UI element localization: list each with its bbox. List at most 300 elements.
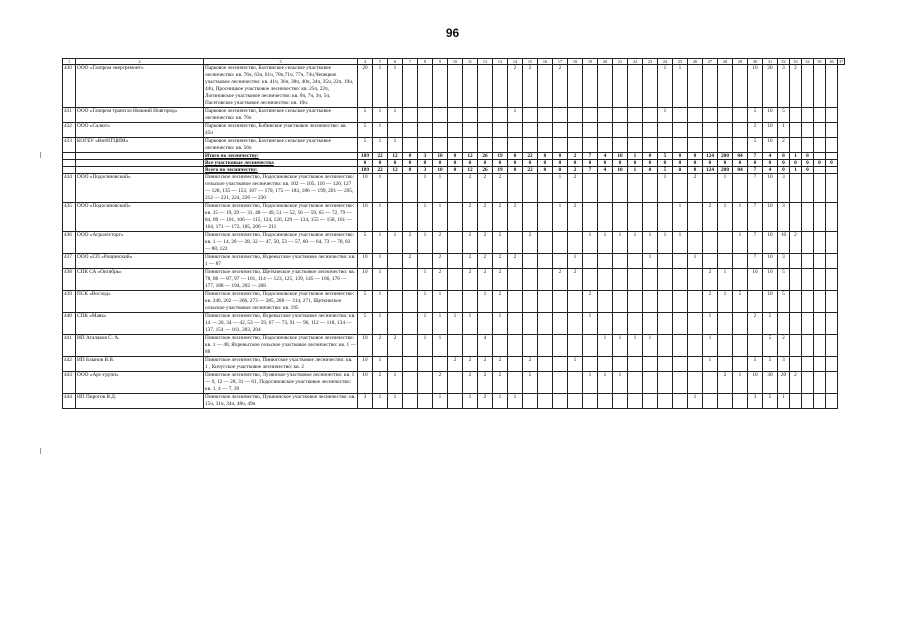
value-cell: 10	[748, 269, 763, 291]
value-cell: 1	[733, 372, 748, 394]
value-cell: 1	[568, 357, 583, 372]
total-value: 10	[433, 153, 448, 160]
value-cell	[613, 123, 628, 138]
value-cell	[583, 254, 598, 269]
value-cell: 5	[358, 232, 373, 254]
value-cell	[418, 123, 433, 138]
total-value: 0	[523, 160, 538, 167]
total-value: 0	[763, 160, 778, 167]
value-cell	[418, 138, 433, 153]
table-row	[63, 269, 845, 291]
location-description: Парковое лесничество, Бахтинское сельское участковое лесничество: кв. 56ч	[204, 138, 358, 153]
value-cell	[790, 203, 802, 232]
value-cell	[826, 174, 838, 203]
value-cell: 1	[388, 394, 403, 409]
total-value: 0	[643, 153, 658, 160]
total-value: 0	[493, 160, 508, 167]
value-cell	[688, 269, 703, 291]
total-value: 0	[358, 160, 373, 167]
value-cell	[733, 394, 748, 409]
header-cell: 28	[718, 59, 733, 65]
value-cell: 2	[478, 203, 493, 232]
value-cell: 1	[553, 203, 568, 232]
value-cell	[598, 313, 613, 335]
organization-name: ПСК «Восход»	[76, 291, 204, 313]
value-cell	[493, 138, 508, 153]
value-cell	[628, 313, 643, 335]
value-cell	[643, 291, 658, 313]
total-value: 1	[628, 153, 643, 160]
value-cell	[418, 65, 433, 108]
value-cell: 1	[373, 232, 388, 254]
total-value: 0	[433, 160, 448, 167]
value-cell: 5	[358, 138, 373, 153]
value-cell: 2	[508, 203, 523, 232]
value-cell	[523, 313, 538, 335]
value-cell	[613, 394, 628, 409]
value-cell	[523, 123, 538, 138]
total-value: 0	[508, 153, 523, 160]
value-cell	[448, 394, 463, 409]
value-cell	[658, 394, 673, 409]
value-cell: 10	[358, 254, 373, 269]
location-description: Пинюгское лесничество, Подосиновское участковое лесничество: кв. 1 — 14, 20 — 28, 32 — 47, 50, 53 — 57, 60 — 64, 73 — 78, 83 — 88, 122	[204, 232, 358, 254]
location-description: Пинюгское лесничество, Яхреньгское участковое лесничество: кв. 1 — 87	[204, 254, 358, 269]
value-cell	[538, 108, 553, 123]
table-row	[63, 123, 845, 138]
value-cell	[826, 394, 838, 409]
table-row	[63, 254, 845, 269]
value-cell: 2	[508, 65, 523, 108]
value-cell	[802, 291, 814, 313]
value-cell	[790, 108, 802, 123]
value-cell	[508, 174, 523, 203]
value-cell	[703, 394, 718, 409]
total-value: 19	[493, 153, 508, 160]
value-cell: 2	[478, 372, 493, 394]
value-cell	[598, 65, 613, 108]
value-cell	[628, 269, 643, 291]
value-cell: 1	[643, 232, 658, 254]
value-cell	[508, 232, 523, 254]
total-value: 4	[598, 153, 613, 160]
header-cell: 21	[613, 59, 628, 65]
row-number: 439	[63, 291, 76, 313]
value-cell	[733, 65, 748, 108]
value-cell: 7	[748, 203, 763, 232]
header-cell: 32	[778, 59, 790, 65]
value-cell: 2	[433, 232, 448, 254]
value-cell: 3	[778, 254, 790, 269]
total-value: 0	[448, 160, 463, 167]
value-cell: 1	[433, 394, 448, 409]
organization-name: ООО «Салют»	[76, 123, 204, 138]
value-cell	[508, 335, 523, 357]
row-number: 435	[63, 203, 76, 232]
value-cell: 1	[418, 269, 433, 291]
value-cell: 1	[583, 372, 598, 394]
value-cell: 2	[463, 174, 478, 203]
value-cell	[538, 254, 553, 269]
value-cell: 5	[778, 108, 790, 123]
value-cell	[448, 232, 463, 254]
value-cell: 1	[418, 232, 433, 254]
value-cell	[388, 254, 403, 269]
value-cell	[418, 394, 433, 409]
total-value: 189	[358, 153, 373, 160]
value-cell: 3	[778, 357, 790, 372]
value-cell: 1	[433, 313, 448, 335]
value-cell	[388, 203, 403, 232]
value-cell	[643, 138, 658, 153]
value-cell	[748, 291, 763, 313]
value-cell	[553, 254, 568, 269]
value-cell	[478, 108, 493, 123]
value-cell	[553, 335, 568, 357]
value-cell: 2	[463, 269, 478, 291]
total-value: 0	[478, 160, 493, 167]
value-cell	[553, 232, 568, 254]
value-cell: 1	[493, 394, 508, 409]
value-cell	[478, 65, 493, 108]
value-cell	[658, 269, 673, 291]
value-cell	[658, 357, 673, 372]
value-cell	[403, 174, 418, 203]
total-value: 0	[613, 160, 628, 167]
value-cell	[538, 269, 553, 291]
value-cell	[418, 108, 433, 123]
value-cell	[553, 123, 568, 138]
value-cell	[388, 269, 403, 291]
location-description: Пинюгское лесничество, Пинюгское участковое лесничество: кв. 1 , Кичугское участковое лесничество: кв. 2	[204, 357, 358, 372]
value-cell	[790, 138, 802, 153]
value-cell	[553, 394, 568, 409]
value-cell	[688, 291, 703, 313]
value-cell: 3	[778, 203, 790, 232]
value-cell	[448, 269, 463, 291]
table-row	[63, 313, 845, 335]
value-cell	[613, 269, 628, 291]
total-value: 0	[643, 167, 658, 174]
row-number: 438	[63, 269, 76, 291]
value-cell: 1	[388, 65, 403, 108]
location-description: Парковое лесничество, Бобинское участковое лесничество: кв. 45ч	[204, 123, 358, 138]
row-number	[63, 153, 76, 160]
value-cell	[463, 65, 478, 108]
value-cell: 1	[778, 394, 790, 409]
location-description: Пинюгское лесничество, Подосиновское участковое лесничество: кв. 246, 202 — 266, 273 — 285, 288 — 314, 271, Щеткинское сельское участковое лесничество: кв. 195	[204, 291, 358, 313]
location-description: Пинюгское лесничество, Подосиновское участковое лесничество: кв. 1 — 48, Яхреньгское сельское участковое лесничество: кв. 1 — 88	[205, 335, 356, 355]
value-cell: 5	[763, 357, 778, 372]
total-value: 0	[388, 160, 403, 167]
total-value: 8	[403, 167, 418, 174]
value-cell	[433, 123, 448, 138]
total-value: 0	[790, 160, 802, 167]
total-value: 1	[790, 153, 802, 160]
total-value: 0	[673, 153, 688, 160]
total-value: 8	[403, 153, 418, 160]
value-cell	[826, 372, 838, 394]
header-cell: 31	[763, 59, 778, 65]
header-cell: 34	[802, 59, 814, 65]
total-value	[814, 153, 826, 160]
table-row	[63, 232, 845, 254]
forestry-lease-table	[62, 58, 845, 409]
value-cell	[538, 335, 553, 357]
value-cell: 10	[358, 357, 373, 372]
value-cell	[718, 313, 733, 335]
value-cell	[733, 174, 748, 203]
value-cell: 1	[658, 232, 673, 254]
value-cell	[568, 232, 583, 254]
value-cell: 10	[748, 65, 763, 108]
header-cell: 27	[703, 59, 718, 65]
value-cell	[448, 291, 463, 313]
value-cell	[448, 203, 463, 232]
value-cell: 2	[790, 372, 802, 394]
value-cell: 2	[493, 232, 508, 254]
value-cell	[598, 138, 613, 153]
row-number: 440	[63, 313, 76, 335]
value-cell: 2	[568, 203, 583, 232]
location-description: Пинюгское лесничество, Яхреньгское участковое лесничество: кв. 14 — 20, 34 — 42, 53 — 59, 67 — 73, 91 — 96, 112 — 118, 134 — 137, 154 — 161, 203, 204	[204, 313, 358, 335]
value-cell	[718, 123, 733, 138]
value-cell	[613, 138, 628, 153]
total-value: 0	[628, 160, 643, 167]
value-cell: 2	[463, 232, 478, 254]
value-cell: 1	[493, 313, 508, 335]
value-cell	[583, 357, 598, 372]
value-cell	[718, 254, 733, 269]
total-label: Все участковые лесничества	[204, 160, 358, 167]
value-cell: 1	[373, 65, 388, 108]
value-cell	[403, 203, 418, 232]
total-value: 0	[802, 160, 814, 167]
header-cell: 19	[583, 59, 598, 65]
value-cell	[673, 394, 688, 409]
value-cell	[673, 269, 688, 291]
value-cell	[613, 108, 628, 123]
header-cell: 22	[628, 59, 643, 65]
total-value: 0	[418, 160, 433, 167]
value-cell	[508, 291, 523, 313]
total-value: 0	[463, 160, 478, 167]
value-cell	[553, 357, 568, 372]
organization-name: ООО «СП «Рощинский»	[76, 254, 204, 269]
value-cell	[643, 269, 658, 291]
value-cell	[598, 394, 613, 409]
value-cell: 1	[478, 291, 493, 313]
value-cell	[673, 123, 688, 138]
value-cell: 1	[688, 394, 703, 409]
value-cell: 4	[478, 335, 493, 357]
value-cell	[388, 313, 403, 335]
value-cell: 1	[373, 269, 388, 291]
total-value: 12	[463, 167, 478, 174]
value-cell	[790, 335, 802, 357]
value-cell	[628, 372, 643, 394]
total-value: 0	[448, 153, 463, 160]
total-value	[826, 167, 838, 174]
value-cell: 1	[583, 313, 598, 335]
value-cell	[613, 357, 628, 372]
value-cell	[568, 335, 583, 357]
value-cell	[478, 138, 493, 153]
value-cell	[493, 123, 508, 138]
organization-name: ИП Блынов В.В.	[76, 357, 204, 372]
header-cell: 2	[76, 59, 204, 65]
value-cell	[733, 254, 748, 269]
value-cell	[613, 313, 628, 335]
header-cell: 36	[826, 59, 838, 65]
value-cell	[703, 138, 718, 153]
value-cell: 2	[463, 372, 478, 394]
value-cell: 5	[778, 291, 790, 313]
value-cell	[628, 108, 643, 123]
total-value: 2	[568, 153, 583, 160]
total-value: 22	[373, 153, 388, 160]
value-cell: 3	[748, 394, 763, 409]
total-value: 0	[718, 160, 733, 167]
value-cell	[403, 108, 418, 123]
value-cell	[463, 123, 478, 138]
value-cell	[553, 313, 568, 335]
value-cell	[688, 357, 703, 372]
value-cell: 1	[643, 335, 658, 357]
value-cell: 1	[373, 394, 388, 409]
value-cell: 1	[628, 232, 643, 254]
value-cell	[433, 357, 448, 372]
location-description: Пинюгское лесничество, Подосиновское участковое лесничество: кв. 15 — 19, 29 — 31, 48 — 49, 51 — 52, 56 — 59, 65 — 72, 79 — 84, 89 — 101, 106 — 115, 124, 126, 129 — 134, 155 — 158, 161 — 164, 171 — 172, 185, 206 — 211	[204, 203, 358, 232]
value-cell: 5	[733, 291, 748, 313]
value-cell	[538, 174, 553, 203]
value-cell	[802, 232, 814, 254]
value-cell	[583, 123, 598, 138]
total-value: 10	[613, 167, 628, 174]
value-cell	[448, 372, 463, 394]
value-cell: 2	[508, 254, 523, 269]
value-cell	[508, 269, 523, 291]
value-cell	[718, 335, 733, 357]
total-value: 0	[802, 167, 814, 174]
location-description: Парковое лесничество, Бахтинское сельское участковое лесничество: кв. 76ч	[204, 108, 358, 123]
value-cell	[628, 138, 643, 153]
value-cell	[493, 108, 508, 123]
header-cell: 15	[523, 59, 538, 65]
value-cell	[523, 108, 538, 123]
total-value: 0	[688, 160, 703, 167]
value-cell: 1	[373, 108, 388, 123]
total-value: 12	[463, 153, 478, 160]
value-cell	[448, 254, 463, 269]
value-cell	[733, 108, 748, 123]
value-cell	[568, 313, 583, 335]
value-cell	[814, 372, 826, 394]
total-value: 0	[673, 160, 688, 167]
total-label: Всего по лесничеству:	[204, 167, 358, 174]
value-cell	[538, 291, 553, 313]
total-value: 7	[748, 167, 763, 174]
value-cell: 2	[388, 335, 403, 357]
organization-name: ООО «Подосиновский»	[76, 203, 204, 232]
total-value: 22	[373, 167, 388, 174]
value-cell	[568, 394, 583, 409]
header-cell: 20	[598, 59, 613, 65]
value-cell	[658, 372, 673, 394]
value-cell	[568, 138, 583, 153]
value-cell	[733, 138, 748, 153]
value-cell	[628, 65, 643, 108]
value-cell: 7	[748, 232, 763, 254]
table-row	[63, 394, 845, 409]
organization-name: СПК СА «Октябрь»	[76, 269, 204, 291]
value-cell: 2	[523, 232, 538, 254]
value-cell: 10	[763, 232, 778, 254]
value-cell: 1	[388, 372, 403, 394]
value-cell	[718, 357, 733, 372]
total-value: 0	[658, 160, 673, 167]
value-cell: 10	[763, 174, 778, 203]
value-cell	[688, 335, 703, 357]
value-cell	[508, 313, 523, 335]
value-cell	[826, 123, 838, 138]
value-cell	[628, 357, 643, 372]
value-cell	[628, 254, 643, 269]
value-cell	[388, 291, 403, 313]
value-cell	[643, 313, 658, 335]
organization-name: ИП Агалаков С. А.	[76, 335, 204, 357]
row-number: 444	[63, 394, 76, 409]
value-cell	[508, 357, 523, 372]
value-cell	[718, 394, 733, 409]
total-value: 7	[583, 167, 598, 174]
value-cell	[688, 65, 703, 108]
value-cell	[703, 65, 718, 108]
value-cell	[733, 123, 748, 138]
value-cell: 20	[778, 372, 790, 394]
value-cell: 1	[703, 335, 718, 357]
value-cell	[598, 254, 613, 269]
value-cell: 7	[748, 174, 763, 203]
total-value: 0	[643, 160, 658, 167]
value-cell: 1	[658, 174, 673, 203]
value-cell	[802, 123, 814, 138]
value-cell	[613, 65, 628, 108]
total-value: 0	[553, 153, 568, 160]
value-cell: 10	[763, 254, 778, 269]
value-cell: 2	[493, 357, 508, 372]
value-cell: 5	[523, 372, 538, 394]
value-cell	[613, 254, 628, 269]
value-cell	[688, 123, 703, 138]
total-row	[63, 153, 845, 160]
total-value: 0	[778, 160, 790, 167]
value-cell	[790, 291, 802, 313]
value-cell	[568, 108, 583, 123]
value-cell	[553, 138, 568, 153]
value-cell: 2	[553, 269, 568, 291]
value-cell: 1	[433, 335, 448, 357]
total-value	[826, 153, 838, 160]
value-cell: 5	[358, 291, 373, 313]
value-cell	[826, 313, 838, 335]
total-value: 2	[568, 167, 583, 174]
value-cell	[583, 203, 598, 232]
value-cell: 2	[403, 254, 418, 269]
value-cell	[814, 65, 826, 108]
value-cell: 2	[553, 65, 568, 108]
value-cell	[673, 291, 688, 313]
